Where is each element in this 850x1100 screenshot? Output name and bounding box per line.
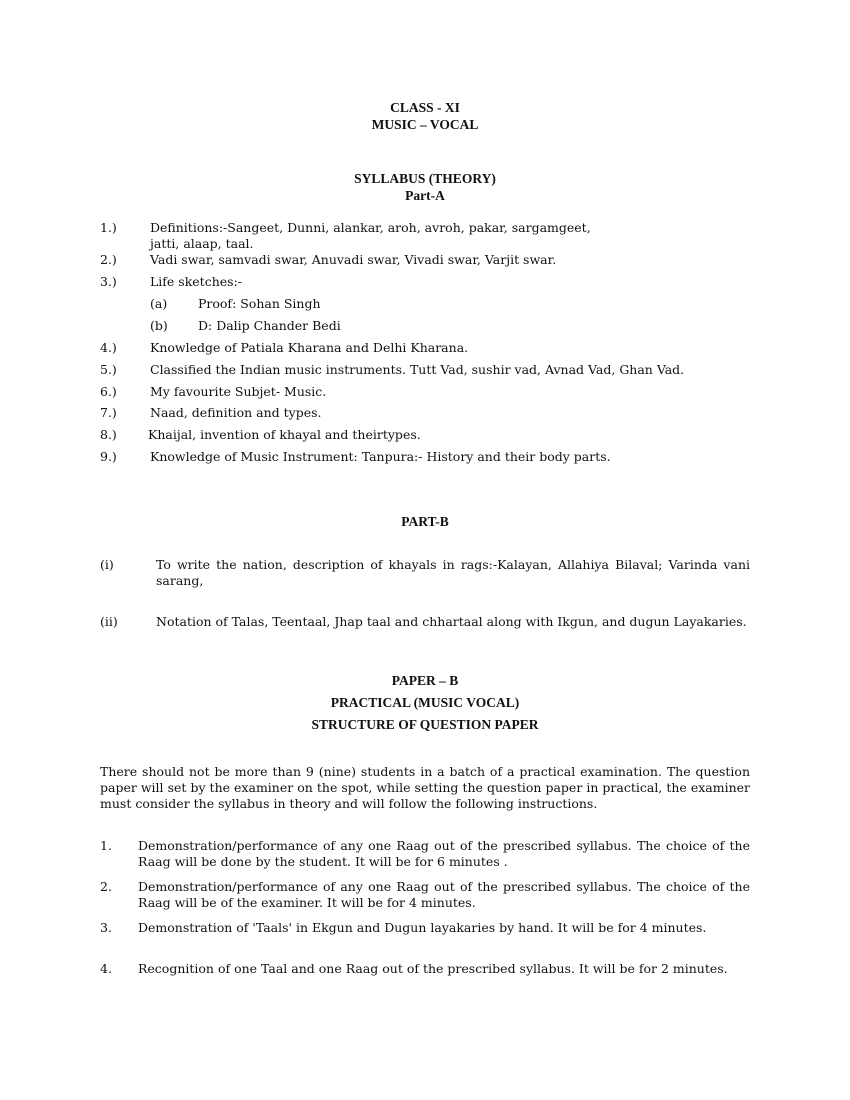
class-title: CLASS - XI	[390, 100, 460, 115]
item-number: (ii)	[100, 614, 118, 629]
item-number: 9.)	[100, 449, 117, 464]
part-a-title: Part-A	[405, 188, 445, 203]
item-text: Demonstration of 'Taals' in Ekgun and Dugun layakaries by hand. It will be for 4 minutes.	[138, 920, 707, 935]
sub-item-label: (a)	[150, 296, 168, 311]
item-text: Classified the Indian music instruments. Tutt Vad, sushir vad, Avnad Vad, Ghan Vad.	[150, 362, 685, 377]
item-number: 2.)	[100, 252, 117, 267]
item-number: 1.)	[100, 220, 117, 235]
item-text: Knowledge of Patiala Kharana and Delhi Kharana.	[150, 340, 469, 355]
item-text: Vadi swar, samvadi swar, Anuvadi swar, Vivadi swar, Varjit swar.	[150, 252, 557, 267]
item-number: 3.	[100, 920, 112, 935]
item-text: Khaijal, invention of khayal and theirtypes.	[148, 427, 421, 442]
item-number: 6.)	[100, 384, 117, 399]
item-number: 4.	[100, 961, 112, 976]
practical-title: PRACTICAL (MUSIC VOCAL)	[330, 695, 520, 710]
item-text-continued: jatti, alaap, taal.	[150, 236, 254, 251]
item-text: Naad, definition and types.	[150, 405, 322, 420]
item-number: 5.)	[100, 362, 117, 377]
subject-title: MUSIC – VOCAL	[371, 117, 479, 132]
paper-b-title: PAPER – B	[391, 673, 459, 688]
syllabus-title: SYLLABUS (THEORY)	[354, 171, 496, 186]
item-number: 2.	[100, 879, 112, 894]
item-text: Demonstration/performance of any one Raag out of the prescribed syllabus. The choice of the Raag will be of the examiner. It will be for 4 minutes.	[138, 879, 750, 910]
item-number: (i)	[100, 557, 114, 572]
item-text: Knowledge of Music Instrument: Tanpura:- History and their body parts.	[150, 449, 611, 464]
item-text: Recognition of one Taal and one Raag out of the prescribed syllabus. It will be for 2 minutes.	[138, 961, 728, 976]
item-text: Notation of Talas, Teentaal, Jhap taal and chhartaal along with Ikgun, and dugun Layakaries.	[156, 614, 747, 629]
item-text: Demonstration/performance of any one Raag out of the prescribed syllabus. The choice of the Raag will be done by the student. It will be for 6 minutes .	[138, 838, 750, 869]
item-text: Definitions:-Sangeet, Dunni, alankar, aroh, avroh, pakar, sargamgeet,	[150, 220, 591, 235]
item-number: 1.	[100, 838, 112, 853]
item-number: 3.)	[100, 274, 117, 289]
structure-title: STRUCTURE OF QUESTION PAPER	[311, 717, 539, 732]
sub-item-text: Proof: Sohan Singh	[198, 296, 321, 311]
sub-item-label: (b)	[150, 318, 168, 333]
intro-paragraph: There should not be more than 9 (nine) students in a batch of a practical examination. The question paper will set by the examiner on the spot, while setting the question paper in practical, the examiner must consider the syllabus in theory and will follow the following instructions.	[100, 764, 750, 811]
item-number: 8.)	[100, 427, 117, 442]
part-b-title: PART-B	[401, 514, 449, 529]
sub-item-text: D: Dalip Chander Bedi	[198, 318, 341, 333]
item-text: Life sketches:-	[150, 274, 243, 289]
item-text: My favourite Subjet- Music.	[150, 384, 327, 399]
item-text: To write the nation, description of khayals in rags:-Kalayan, Allahiya Bilaval; Varinda vani sarang,	[156, 557, 750, 588]
item-number: 7.)	[100, 405, 117, 420]
item-number: 4.)	[100, 340, 117, 355]
